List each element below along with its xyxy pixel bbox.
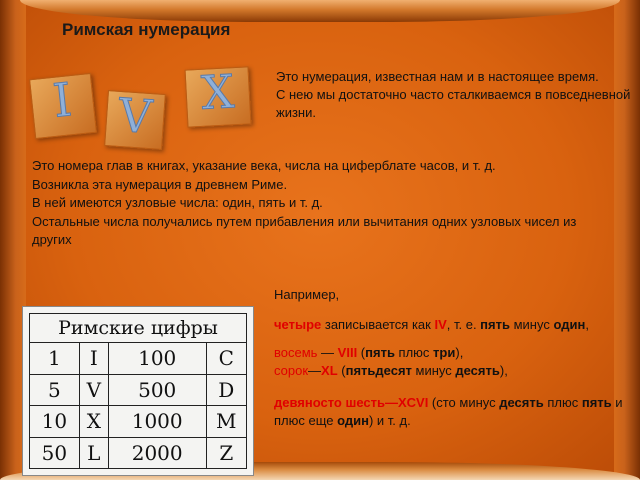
- table-cell: C: [206, 343, 246, 375]
- example-text: (сто минус: [428, 395, 500, 410]
- table-cell: 1: [30, 343, 80, 375]
- example-text: ),: [499, 363, 508, 378]
- example-word: четыре: [274, 317, 322, 332]
- example-word: восемь: [274, 345, 318, 360]
- example-word: девяносто шесть—XCVI: [274, 395, 429, 410]
- example-text: записывается как: [321, 317, 435, 332]
- example-numeral: XL: [321, 363, 338, 378]
- examples-intro: Например,: [274, 287, 340, 302]
- table-cell: I: [79, 343, 108, 375]
- example-text: минус: [411, 363, 456, 378]
- examples-text: [274, 286, 640, 430]
- example-term: пять: [365, 345, 395, 360]
- table-row: [30, 406, 247, 438]
- example-text: ,: [585, 317, 589, 332]
- example-term: один: [553, 317, 586, 332]
- main-text: [32, 157, 592, 250]
- table-cell: D: [206, 374, 246, 406]
- table-cell: V: [79, 374, 108, 406]
- table-header-row: [30, 314, 247, 343]
- table-row: [30, 374, 247, 406]
- table-cell: 10: [30, 406, 80, 438]
- example-numeral: IV: [434, 317, 447, 332]
- roman-letter-v-tile: V: [104, 90, 166, 150]
- roman-numerals-table-card: [22, 306, 254, 476]
- example-term: один: [337, 413, 369, 428]
- example-text: , т. е.: [446, 317, 481, 332]
- example-ninety-six: [274, 394, 640, 430]
- table-cell: 100: [108, 343, 206, 375]
- example-text: —: [308, 363, 322, 378]
- intro-line-2: С нею мы достаточно часто сталкиваемся в повседневной жизни.: [276, 87, 631, 120]
- example-text: ),: [455, 345, 464, 360]
- main-paragraph-4: Остальные числа получались путем прибавления или вычитания одних узловых чисел из других: [32, 213, 577, 247]
- example-numeral: VIII: [337, 345, 358, 360]
- example-eight: [274, 344, 640, 362]
- example-text: ) и т. д.: [368, 413, 411, 428]
- table-cell: 500: [108, 374, 206, 406]
- example-text: и плюс еще: [274, 395, 623, 428]
- table-cell: L: [79, 437, 108, 469]
- main-paragraph-1: Это номера глав в книгах, указание века, числа на циферблате часов, и т. д.: [32, 158, 496, 173]
- example-text: (: [357, 345, 366, 360]
- slide-title: Римская нумерация: [62, 20, 231, 39]
- example-term: пять: [581, 395, 612, 410]
- example-four: [274, 316, 640, 334]
- table-row: [30, 437, 247, 469]
- table-cell: 50: [30, 437, 80, 469]
- table-cell: M: [206, 406, 246, 438]
- example-text: плюс: [543, 395, 582, 410]
- table-cell: 1000: [108, 406, 206, 438]
- example-term: десять: [455, 363, 500, 378]
- roman-letter-i-tile: I: [29, 73, 97, 139]
- example-text: плюс: [394, 345, 434, 360]
- table-row: [30, 343, 247, 375]
- roman-numerals-table: [29, 313, 247, 469]
- intro-line-1: Это нумерация, известная нам и в настоящее время.: [276, 69, 599, 84]
- example-text: —: [317, 345, 338, 360]
- example-text: минус: [509, 317, 554, 332]
- example-term: пятьдесят: [345, 363, 412, 378]
- example-text: (: [337, 363, 346, 378]
- example-word: сорок: [274, 363, 309, 378]
- table-cell: X: [79, 406, 108, 438]
- table-cell: Z: [206, 437, 246, 469]
- example-term: пять: [480, 317, 510, 332]
- example-forty: [274, 362, 640, 380]
- example-term: три: [433, 345, 456, 360]
- table-cell: 5: [30, 374, 80, 406]
- main-paragraph-3: В ней имеются узловые числа: один, пять и т. д.: [32, 195, 323, 210]
- table-header: Римские цифры: [30, 314, 247, 343]
- intro-text: [276, 68, 636, 122]
- roman-letter-x-tile: X: [185, 66, 252, 127]
- main-paragraph-2: Возникла эта нумерация в древнем Риме.: [32, 176, 288, 192]
- table-cell: 2000: [108, 437, 206, 469]
- example-term: десять: [499, 395, 544, 410]
